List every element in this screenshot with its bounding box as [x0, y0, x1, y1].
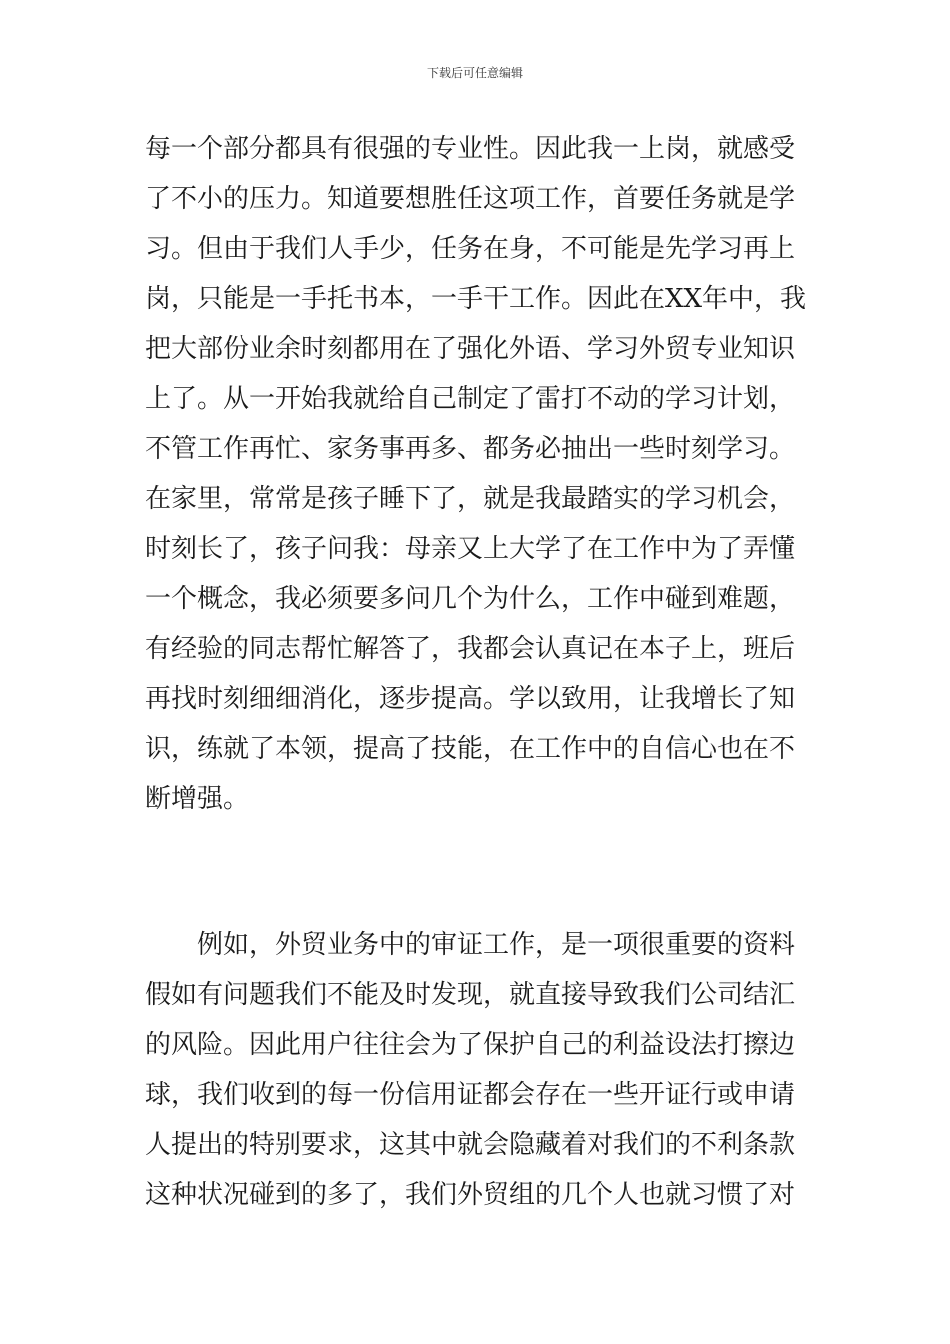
text-line: 习。但由于我们人手少，任务在身，不可能是先学习再上 [145, 234, 796, 264]
text-line: 再找时刻细细消化，逐步提高。学以致用，让我增长了知 [145, 684, 796, 714]
text-line: 有经验的同志帮忙解答了，我都会认真记在本子上，班后 [145, 634, 796, 664]
text-line: 断增强。 [145, 784, 250, 814]
text-line: 的风险。因此用户往往会为了保护自己的利益设法打擦边 [145, 1030, 796, 1060]
text-line: 上了。从一开始我就给自己制定了雷打不动的学习计划， [145, 384, 796, 414]
text-line: 在家里，常常是孩子睡下了，就是我最踏实的学习机会， [145, 484, 796, 514]
text-line: 一个概念，我必须要多问几个为什么，工作中碰到难题， [145, 584, 796, 614]
text-line: 把大部份业余时刻都用在了强化外语、学习外贸专业知识 [145, 334, 796, 364]
text-line: 了不小的压力。知道要想胜任这项工作，首要任务就是学 [145, 184, 796, 214]
text-line: 人提出的特别要求，这其中就会隐藏着对我们的不利条款 [145, 1130, 796, 1160]
text-line: 不管工作再忙、家务事再多、都务必抽出一些时刻学习。 [145, 434, 796, 464]
body-paragraph-2 [145, 920, 810, 1220]
page-header: 下载后可任意编辑 [426, 66, 523, 80]
text-line: 时刻长了，孩子问我：母亲又上大学了在工作中为了弄懂 [145, 534, 796, 564]
text-line: 每一个部分都具有很强的专业性。因此我一上岗，就感受 [145, 134, 796, 164]
text-line: 假如有问题我们不能及时发现，就直接导致我们公司结汇 [145, 980, 796, 1010]
text-line: 这种状况碰到的多了，我们外贸组的几个人也就习惯了对 [145, 1180, 796, 1210]
text-line: 球，我们收到的每一份信用证都会存在一些开证行或申请 [145, 1080, 796, 1110]
body-paragraph-1 [145, 124, 810, 824]
text-line: 例如，外贸业务中的审证工作，是一项很重要的资料 [197, 930, 796, 960]
text-line: 岗，只能是一手托书本，一手干工作。因此在XX年中，我 [145, 284, 807, 314]
text-line: 识，练就了本领，提高了技能，在工作中的自信心也在不 [145, 734, 796, 764]
